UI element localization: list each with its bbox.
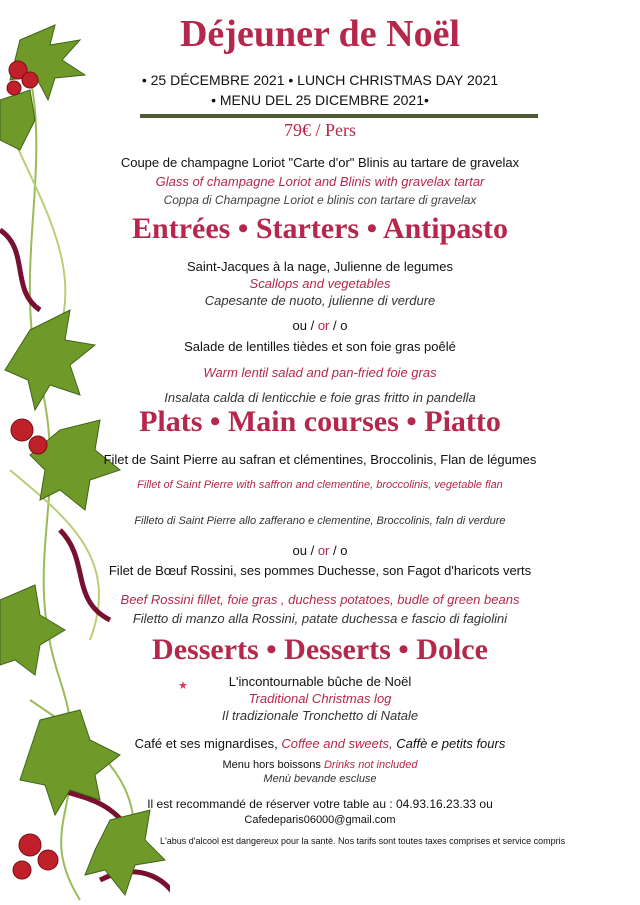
aperitif-fr: Coupe de champagne Loriot "Carte d'or" Blinis au tartare de gravelax [120,155,520,170]
date-line-2: • MENU DEL 25 DICEMBRE 2021• [211,92,429,108]
drinks-line: Menu hors boissons Drinks not included [222,759,418,771]
header-divider [140,114,538,118]
starters-heading: Entrées • Starters • Antipasto [132,212,508,245]
booking-info: Il est recommandé de réserver votre table au : 04.93.16.23.33 ou [147,797,493,811]
dessert-fr: L'incontournable bûche de Noël [228,674,412,689]
dessert-it: Il tradizionale Tronchetto di Natale [221,708,419,723]
aperitif-en: Glass of champagne Loriot and Blinis with gravelax tartar [155,174,485,189]
main-1-en: Fillet of Saint Pierre with saffron and clementine, broccolinis, vegetable flan [137,479,503,491]
legal-notice: L'abus d'alcool est dangereux pour la santé. Nos tarifs sont toutes taxes comprises et service compris [160,836,566,846]
main-2-it: Filetto di manzo alla Rossini, patate duchessa e fascio di fagiolini [132,611,508,626]
dessert-en: Traditional Christmas log [248,691,392,706]
main-1-it: Filleto di Saint Pierre allo zafferano e clementine, Broccolinis, faln di verdure [134,515,506,527]
starter-2-it: Insalata calda di lenticchie e foie gras fritto in pandella [164,390,476,405]
aperitif-it: Coppa di Champagne Loriot e blinis con tartare di gravelax [163,193,477,207]
date-line-1: • 25 DÉCEMBRE 2021 • LUNCH CHRISTMAS DAY 2021 [141,72,499,88]
starter-1-en: Scallops and vegetables [249,276,391,291]
mains-or-separator: ou / or / o [292,543,348,558]
starters-or-separator: ou / or / o [292,318,348,333]
starter-1-fr: Saint-Jacques à la nage, Julienne de legumes [187,259,453,274]
starter-1-it: Capesante de nuoto, julienne di verdure [204,293,436,308]
starter-2-en: Warm lentil salad and pan-fried foie gras [203,365,437,380]
contact-email: Cafedeparis06000@gmail.com [244,814,396,826]
coffee-line: Café et ses mignardises, Coffee and sweets, Caffè e petits fours [134,736,506,751]
drinks-it: Menù bevande escluse [263,773,377,785]
star-icon: ★ [178,680,188,692]
price: 79€ / Pers [284,120,356,140]
main-2-en: Beef Rossini fillet, foie gras , duchess potatoes, budle of green beans [120,592,520,607]
mains-heading: Plats • Main courses • Piatto [139,405,501,438]
main-1-fr: Filet de Saint Pierre au safran et clémentines, Broccolinis, Flan de légumes [103,452,537,467]
desserts-heading: Desserts • Desserts • Dolce [152,633,488,666]
starter-2-fr: Salade de lentilles tièdes et son foie gras poêlé [184,339,456,354]
menu-title: Déjeuner de Noël [179,13,460,55]
main-2-fr: Filet de Bœuf Rossini, ses pommes Duchesse, son Fagot d'haricots verts [108,563,532,578]
